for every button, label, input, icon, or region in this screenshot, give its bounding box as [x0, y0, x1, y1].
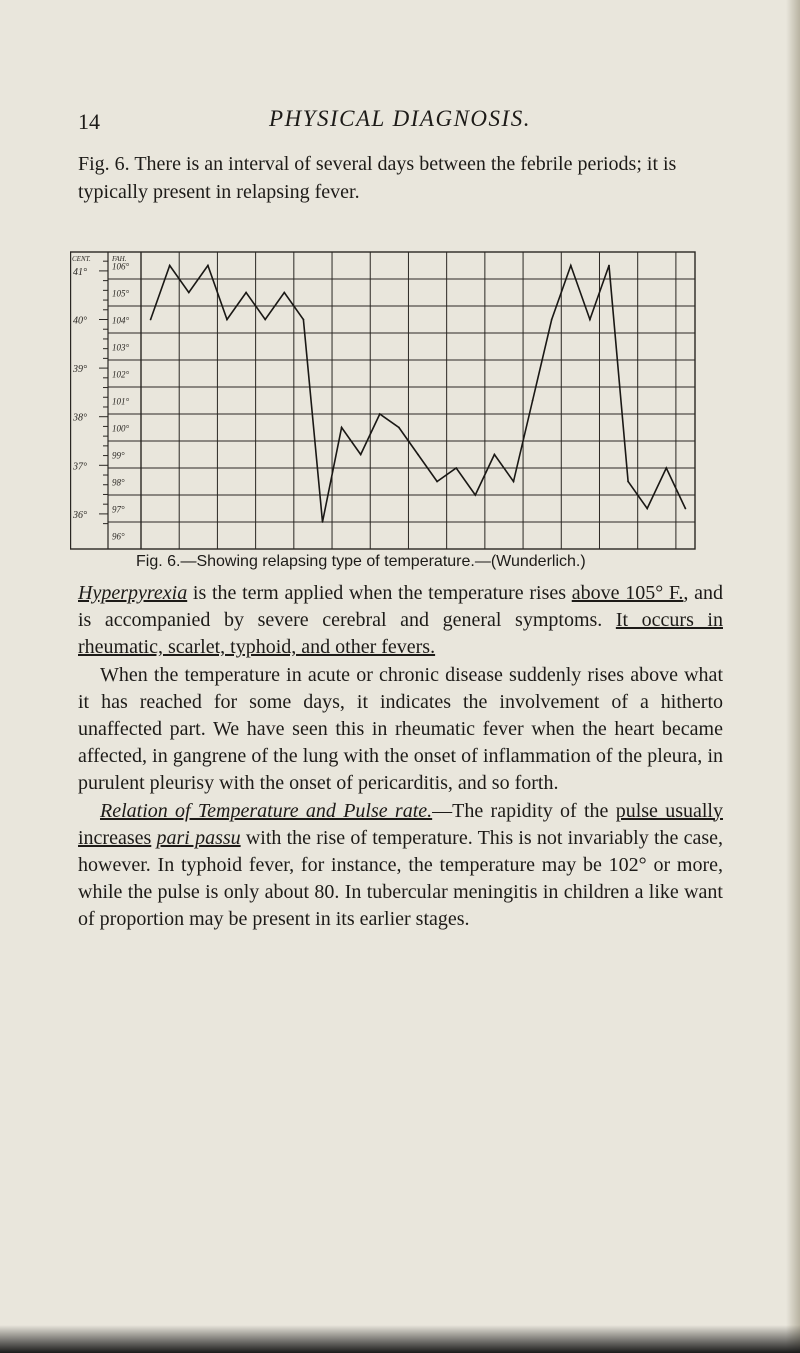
heading-relation: Relation of Temperature and Pulse rate. [100, 799, 433, 822]
page-number: 14 [78, 109, 100, 134]
cent-tick-label: 40° [73, 315, 87, 327]
fah-tick-label: 106° [112, 261, 130, 272]
body-text [78, 580, 723, 934]
temperature-point [188, 292, 190, 294]
cent-tick-label: 41° [73, 266, 87, 278]
temperature-point [283, 292, 285, 294]
temperature-point [245, 292, 247, 294]
figure-caption: Fig. 6.—Showing relapsing type of temperature.—(Wunderlich.) [136, 553, 586, 570]
chart-grid [71, 252, 696, 549]
temperature-point [436, 481, 438, 483]
p3-dash: —The rapidity of the [432, 799, 616, 822]
term-hyperpyrexia: Hyperpyrexia [78, 582, 188, 604]
cent-header: CENT. [72, 255, 91, 263]
p3-pulse: pulse usually increases [78, 799, 723, 849]
paragraph-pulse-relation [78, 798, 723, 934]
fah-tick-label: 104° [112, 315, 130, 326]
fah-tick-label: 98° [112, 477, 125, 488]
figure-intro: Fig. 6. There is an interval of several days between the febrile periods; it is typically present in relapsing fever. [78, 153, 677, 203]
fah-tick-label: 101° [112, 396, 130, 407]
temperature-point [360, 454, 362, 456]
temperature-point [627, 481, 629, 483]
cent-tick-label: 39° [73, 364, 87, 376]
temperature-point [398, 427, 400, 429]
temperature-point [226, 319, 228, 321]
temperature-point [513, 481, 515, 483]
temperature-point [685, 508, 687, 510]
temperature-point [665, 467, 667, 469]
temperature-point [455, 467, 457, 469]
temperature-point [264, 319, 266, 321]
temperature-point [551, 319, 553, 321]
p1-text-b: , and is accompanied by severe cerebral and general symptoms. [78, 582, 723, 632]
p3-rest: with the rise of temperature. This is not invariably the case, however. In typhoid fever, for instance, the temperature may be 102° or more, while the pulse is only about 80. In tubercular meningitis in children a like want of proportion may be present in its earlier stages. [78, 826, 724, 931]
paragraph-sudden-rise: When the temperature in acute or chronic disease suddenly rises above what it has reached for some days, it indicates the involvement of a hitherto unaffected part. We have seen this in rheumatic fever when the heart became affected, in gangrene of the lung with the onset of inflammation of the pleura, in purulent pleurisy with the onset of pericarditis, and so forth. [78, 663, 723, 795]
temperature-point [608, 265, 610, 267]
temperature-point [207, 265, 209, 267]
p1-text-a: is the term applied when the temperature rises [187, 582, 572, 604]
chart-series [150, 265, 687, 523]
fah-tick-label: 96° [112, 531, 125, 542]
chart-scale-labels [72, 255, 130, 542]
temperature-point [303, 319, 305, 321]
fah-tick-label: 103° [112, 342, 130, 353]
chart-frame [71, 252, 696, 549]
temperature-point [646, 508, 648, 510]
temperature-point [570, 265, 572, 267]
page-edge [786, 0, 800, 1353]
temperature-point [532, 400, 534, 402]
running-head: PHYSICAL DIAGNOSIS. [269, 106, 531, 131]
temperature-chart [70, 250, 710, 552]
paragraph-hyperpyrexia [78, 580, 723, 662]
cent-tick-label: 38° [73, 412, 87, 424]
cent-tick-label: 37° [73, 461, 87, 473]
fah-tick-label: 97° [112, 504, 125, 515]
temperature-point [494, 454, 496, 456]
temperature-point [341, 427, 343, 429]
temperature-point [322, 521, 324, 523]
fah-tick-label: 105° [112, 288, 130, 299]
temperature-point [150, 319, 152, 321]
p1-above: above 105° F. [571, 582, 684, 604]
fah-tick-label: 99° [112, 450, 125, 461]
p1-occurs: It occurs in rheumatic, scarlet, typhoid, and other fevers. [78, 609, 723, 659]
p3-pari-passu: pari passu [156, 826, 241, 849]
fah-tick-label: 102° [112, 369, 130, 380]
fah-header: FAH. [112, 255, 127, 263]
temperature-point [474, 494, 476, 496]
temperature-point [589, 319, 591, 321]
temperature-point [417, 454, 419, 456]
fah-tick-label: 100° [112, 423, 130, 434]
temperature-point [169, 265, 171, 267]
temperature-point [379, 413, 381, 415]
page-bottom-shadow [0, 1325, 800, 1353]
temperature-line [151, 266, 686, 523]
cent-tick-label: 36° [73, 509, 87, 521]
